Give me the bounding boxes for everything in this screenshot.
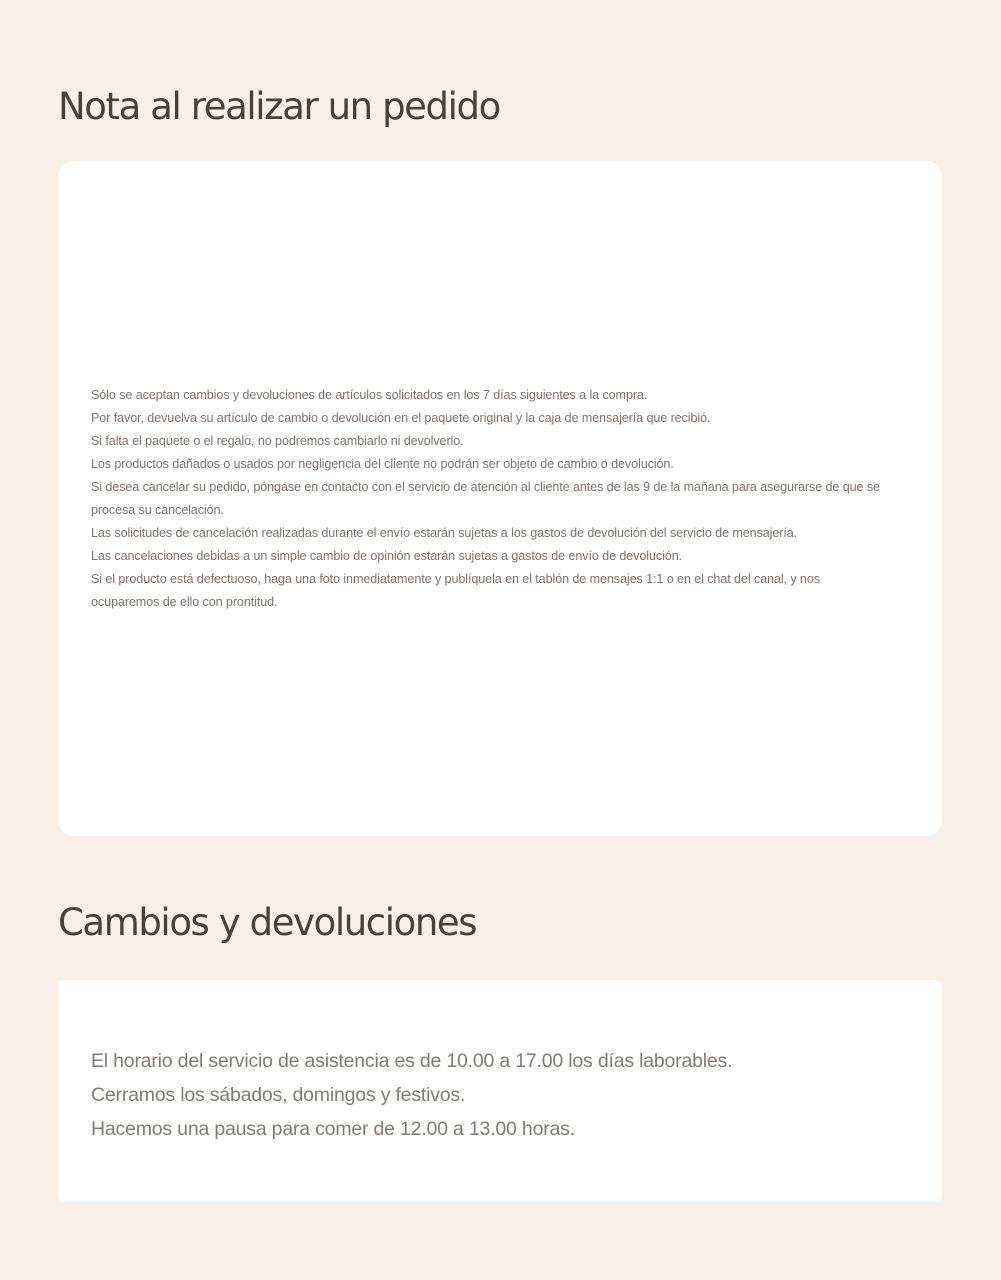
order-note-line: Si falta el paquete o el regalo, no podremos cambiarlo ni devolverlo. bbox=[91, 433, 464, 448]
support-hours-line: El horario del servicio de asistencia es de 10.00 a 17.00 los días laborables. bbox=[91, 1050, 733, 1072]
order-note-line: Las solicitudes de cancelación realizadas durante el envío estarán sujetas a los gastos de devolución del servicio de mensajería. bbox=[91, 525, 798, 540]
exchanges-card bbox=[58, 980, 942, 1202]
order-note-card bbox=[58, 161, 942, 836]
support-hours-list bbox=[91, 1044, 909, 1146]
order-note-line: Si el producto está defectuoso, haga una foto inmediatamente y publíquela en el tablón de mensajes 1:1 o en el chat del canal, y nos ocuparemos de ello con prontitud. bbox=[91, 571, 820, 609]
support-hours-line: Hacemos una pausa para comer de 12.00 a 13.00 horas. bbox=[91, 1118, 575, 1140]
support-hours-line: Cerramos los sábados, domingos y festivos. bbox=[91, 1084, 466, 1106]
order-note-line: Los productos dañados o usados por negligencia del cliente no podrán ser objeto de cambio o devolución. bbox=[91, 456, 674, 471]
order-note-title: Nota al realizar un pedido bbox=[58, 85, 500, 128]
order-note-line: Por favor, devuelva su artículo de cambio o devolución en el paquete original y la caja de mensajería que recibió. bbox=[91, 410, 711, 425]
order-note-line: Sólo se aceptan cambios y devoluciones de artículos solicitados en los 7 días siguientes a la compra. bbox=[91, 387, 648, 402]
order-note-line: Las cancelaciones debidas a un simple cambio de opinión estarán sujetas a gastos de envío de devolución. bbox=[91, 548, 682, 563]
order-note-line: Si desea cancelar su pedido, póngase en contacto con el servicio de atención al cliente antes de las 9 de la mañana para asegurarse de que se procesa su cancelación. bbox=[91, 479, 880, 517]
order-note-list bbox=[91, 384, 881, 614]
exchanges-title: Cambios y devoluciones bbox=[58, 901, 477, 944]
